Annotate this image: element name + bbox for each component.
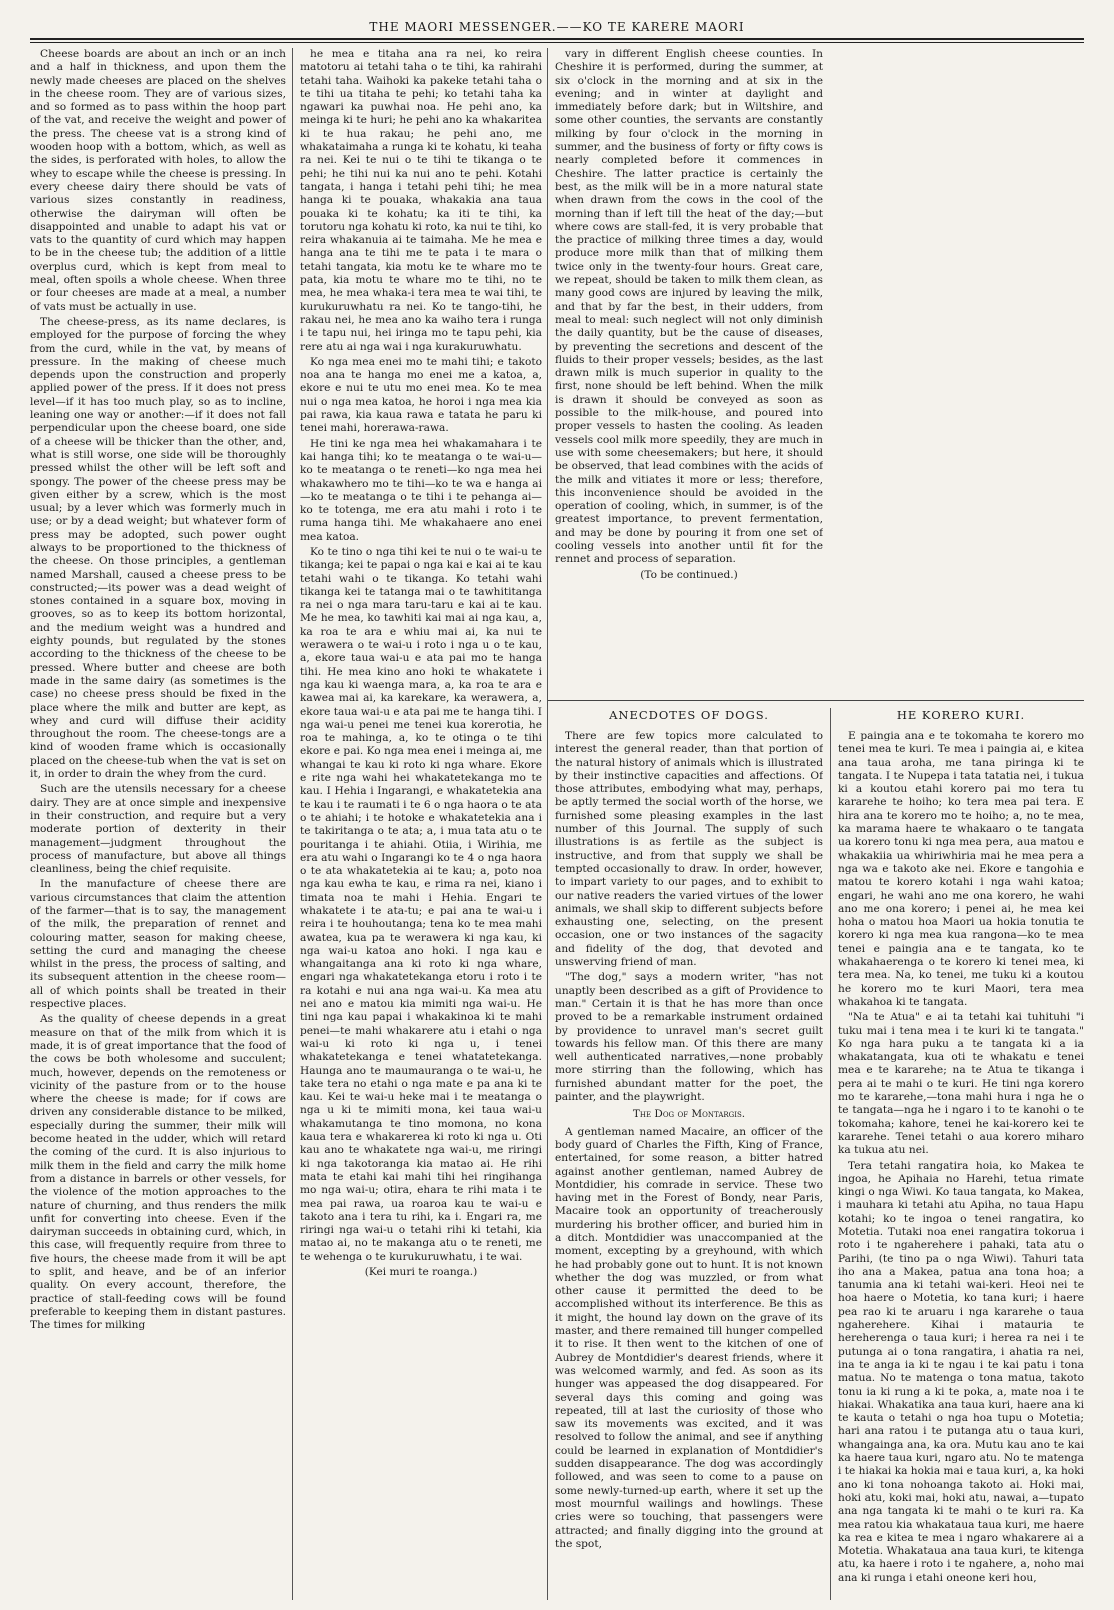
paragraph: In the manufacture of cheese there are various circumstances that claim the attention of the farmer—that is to say, the management of the milk, the preparation of rennet and colouring matter, season for making cheese, setting the curd and managing the cheese whilst in the press, the process of salting, and its subsequent attention in the cheese room—all of which points shall be treated in their respective places. [30,878,286,1011]
paragraph: A gentleman named Macaire, an officer of the body guard of Charles the Fifth, King of France, entertained, for some reason, a bitter hatred against another gentleman, named Aubrey de Montdidier, his comrade in service. These two having met in the Forest of Bondy, near Paris, Macaire took an opportunity of treacherously murdering his brother officer, and buried him in a ditch. Montdidier was unaccompanied at the moment, excepting by a greyhound, with which he had probably gone out to hunt. It is not known whether the dog was muzzled, or from what other cause it permitted the deed to be accomplished without its interference. Be this as it might, the hound lay down on the grave of its master, and there remained till hunger compelled it to rise. It then went to the kitchen of one of Aubrey de Montdidier's dearest friends, where it was welcomed warmly, and fed. As soon as its hunger was appeased the dog disappeared. For several days this coming and going was repeated, till at last the curiosity of those who saw its movements was excited, and it was resolved to follow the animal, and see if anything could be learned in explanation of Montdidier's sudden disappearance. The dog was accordingly followed, and was seen to come to a pause on some newly-turned-up earth, where it set up the most mournful wailings and howlings. These cries were so touching, that passengers were attracted; and finally digging into the ground at the spot, [555,1125,823,1550]
paragraph: There are few topics more calculated to interest the general reader, than that portion of the natural history of animals which is illustrated by their instinctive capacities and affections. Of those attributes, embodying what may, perhaps, be aptly termed the social worth of the horse, we furnished some pleasing examples in the last number of this Journal. The supply of such illustrations is as fertile as the subject is instructive, and from that supply we shall be tempted occasionally to draw. In order, however, to impart variety to our pages, and to exhibit to our native readers the varied virtues of the lower animals, we shall skip to different subjects before exhausting one, selecting, on the present occasion, one or two instances of the sagacity and fidelity of the dog, that devoted and unswerving friend of man. [555,730,823,969]
column-divider [547,48,548,1600]
top-rule-thin [30,42,1084,43]
column-2 [300,48,542,1600]
kuri-title: HE KORERO KURI. [896,708,1026,722]
column-divider [292,48,293,1600]
paragraph: Cheese boards are about an inch or an inch and a half in thickness, and upon them the newly made cheeses are placed on the shelves in the cheese room. They are of various sizes, and so formed as to pass within the hoop part of the vat, and receive the weight and power of the press. The cheese vat is a strong kind of wooden hoop with a bottom, which, as well as the sides, is perforated with holes, to allow the whey to escape while the cheese is pressing. In every cheese dairy there should be vats of various sizes constantly in readiness, otherwise the dairyman will often be disappointed and unable to adapt his vat or vats to the quantity of curd which may happen to be in the cheese tub; the addition of a little overplus curd, which is kept from meal to meal, often spoils a whole cheese. When three or four cheeses are made at a meal, a number of vats must be actually in use. [30,48,286,313]
paragraph: Ko nga mea enei mo te mahi tihi; e takoto noa ana te hanga mo enei me a katoa, a, ekore e nui te utu mo enei mea. Ko te mea nui o nga mea katoa, he horoi i nga mea kia pai rawa, kia kaua rawa e tatata he paru ki tenei mahi, horerawa-rawa. [300,355,542,435]
paragraph: He tini ke nga mea hei whakamahara i te kai hanga tihi; ko te meatanga o te wai-u—ko te meatanga o te reneti—ko nga mea hei whakawhero mo te tihi—ko te wa e hanga ai—ko te meatanga o te tihi i te pehanga ai—ko te totenga, me era atu mahi i roto i te ruma hanga tihi. Me whakahaere ano enei mea katoa. [300,437,542,543]
paragraph: "Na te Atua" e ai ta tetahi kai tuhituhi "i tuku mai i tena mea i te kuri ki te tangata." Ko nga hara puku a te tangata ki a ia whakatangata, kua oti te whakatu e tenei mea e te kararehe; na te Atua te tikanga i pera ai te mahi o te kuri. He tini nga korero mo te kararehe,—tona mahi hura i nga he o te tangata—nga he i ngaro i to te kanohi o te tokomaha; kahore, tenei he kai-korero kei te kararehe. Tenei tetahi o aua korero miharo ka tukua atu nei. [838,1011,1084,1157]
continued-note: (To be continued.) [640,568,738,581]
continued-note: (Kei muri te roanga.) [364,1266,478,1279]
paragraph: Such are the utensils necessary for a cheese dairy. They are at once simple and inexpensive in their construction, and require but a very moderate portion of dexterity in their management—judgment throughout the process of manufacture, but above all things cleanliness, being the chief requisite. [30,783,286,876]
top-rule [30,38,1084,40]
paragraph: "The dog," says a modern writer, "has not unaptly been described as a gift of Providence to man." Certain it is that he has more than once proved to be a remarkable instrument ordained by providence to unravel man's secret guilt towards his fellow man. Of this there are many well authenticated narratives,—none probably more stirring than the following, which has furnished abundant matter for the poet, the painter, and the playwright. [555,971,823,1104]
subheading: The Dog of Montargis. [632,1108,746,1121]
paragraph: As the quality of cheese depends in a great measure on that of the milk from which it is made, it is of great importance that the food of the cows be both wholesome and succulent; much, however, depends on the remoteness or vicinity of the pasture from or to the house where the cheese is made; for if cows are driven any considerable distance to be milked, especially during the summer, their milk will become heated in the udder, which will retard the coming of the curd. It is also injurious to milk them in the field and carry the milk home from a distance in barrels or other vessels, for the violence of the motion approaches to the nature of churning, and thus renders the milk unfit for converting into cheese. Even if the dairyman succeeds in obtaining curd, which, in this case, will frequently require from three to five hours, the cheese made from it will be apt to split, and heave, and be of an inferior quality. On every account, therefore, the practice of stall-feeding cows will be found preferable to keeping them in distant pastures. The times for milking [30,1013,286,1332]
dogs-title: ANECDOTES OF DOGS. [609,708,769,722]
paragraph: The cheese-press, as its name declares, is employed for the purpose of forcing the whey from the curd, while in the vat, by means of pressure. In the making of cheese much depends upon the construction and properly applied power of the press. If it does not press level—if it has too much play, so as to incline, leaning one way or another:—if it does not fall perpendicular upon the cheese board, one side of a cheese will be thicker than the other, and, what is still worse, one side will be thoroughly pressed whilst the other will be left soft and spongy. The power of the cheese press may be given either by a screw, which is the most usual; by a lever which was formerly much in use; or by a dead weight; but whatever form of press may be adopted, such power ought always to be proportioned to the thickness of the cheese. On those principles, a gentleman named Marshall, caused a cheese press to be constructed;—its power was a dead weight of stones contained in a square box, moving in grooves, so as to keep its bottom horizontal, and the medium weight was a hundred and eighty pounds, but regulated by the stones according to the thickness of the cheese to be pressed. Where butter and cheese are both made in the same dairy (as sometimes is the case) no cheese press should be fixed in the place where the milk and butter are kept, as whey and curd will diffuse their acidity throughout the room. The cheese-tongs are a kind of wooden frame which is occasionally placed on the cheese-tub when the vat is set on it, in order to drain the whey from the curd. [30,315,286,781]
column-divider [830,708,831,1600]
kuri-column [838,730,1084,1600]
column-1 [30,48,286,1600]
dogs-column [555,730,823,1600]
paragraph: Tera tetahi rangatira hoia, ko Makea te ingoa, he Apihaia no Harehi, tetua rimate kingi o nga Wiwi. Ko taua tangata, ko Makea, i mauhara ki tetahi atu Apiha, no taua Hapu kotahi; ko te ingoa o tenei rangatira, ko Motetia. Tutaki noa enei rangatira tokorua i roto i te ngaherehere i pahaki, tata atu o Parihi, (te tino pa o nga Wiwi). Tahuri tata iho ana a Makea, patua ana tona hoa; a tanumia ana ki tetahi wai-keri. Heoi nei te hoa haere o Motetia, ko tana kuri; i haere pea rao ki te aruaru i nga kararehe o taua ngaherehere. Kihai i matauria te hereherenga o taua kuri; i herea ra nei i te putunga ai o tona rangatira, i ahatia ra nei, ina te anga ia ki te ngau i te kai patu i tona matua. No te matenga o tona matua, takoto tonu ia ki rung a ki te poka, a, mate noa i te hiakai. Whakatika ana taua kuri, haere ana ki te kauta o tetahi o nga hoa tupu o Motetia; hari ana ratou i te putanga atu o taua kuri, whangainga ana, ka ora. Mutu kau ano te kai ka haere taua kuri, ngaro atu. No te matenga i te hiakai ka hokia mai e taua kuri, a, ka hoki ano ki tona nohoanga takoto ai. Hoki mai, hoki atu, koki mai, hoki atu, nawai, a—tupato ana nga tangata ki te mahi o te kuri ra. Ka mea ratou kia whakataua taua kuri, me haere ka rea e kitea te mea i ngaro whakarere ai a Motetia. Whakataua ana taua kuri, te kitenga atu, ka haere i roto i te ngahere, a, noho mai ana ki runga i etahi oneone keri hou, [838,1159,1084,1584]
section-rule [548,700,1084,701]
paragraph: he mea e titaha ana ra nei, ko reira matotoru ai tetahi taha o te tihi, ka rahirahi tetahi taha. Waihoki ka pakeke tetahi taha o te tihi ua titaha te pehi; ko tetahi taha ka ngawari ka puwhai noa. He pehi ano, ka meinga ki te huri; he pehi ano ka whakaritea ki te hua rakau; he pehi ano, me whakataimaha a runga ki te kohatu, ki teaha ra nei. Kei te nui o te tihi te tikanga o te pehi; he tihi nui ka nui ano te pehi. Kotahi tangata, i hanga i tetahi pehi tihi; he mea hanga ki te pouaka, whakakia ana taua pouaka ki te kohatu; ka iti te tihi, ka torutoru nga kohatu ki roto, ka nui te tihi, ko reira whakanuia ai te taimaha. Me he mea e hanga ana te tihi me te pata i te mara o tetahi tangata, kia motu ke te whare mo te pata, kia motu te whare mo te tihi, no te mea, he mea whaka-i tera mea te wai tihi, te kurukuruwhatu ra nei. Ko te tango-tihi, he rakau nei, he mea ano ka waiho tera i runga i te tapu nui, hei iringa mo te tapu pehi, kia rere atu ai nga wai i nga kurakuruwhatu. [300,48,542,353]
paragraph: E paingia ana e te tokomaha te korero mo tenei mea te kuri. Te mea i paingia ai, e kitea ana taua aroha, me tana piringa ki te tangata. I te Nupepa i tata tatatia nei, i tukua ki a koutou etahi korero pai mo tera tu kararehe te hoiho; ko tera mea pai tera. E hira ana te korero mo te hoiho; a, no te mea, ka marama haere te whakaaro o te tangata ua korero tonu ki nga mea pera, aua matou e whakakiia ua whiriwhiria mai he mea pera a nga wa e takoto ake nei. Ekore e tangohia e matou te korero kotahi i nga wahi katoa; engari, he wahi ano me ona korero, he wahi ano me ona korero; i penei ai, he mea kei hoha o matou hoa Maori ua hokia tonutia te korero ki nga mea kua rangona—ko te mea tenei e paingia ana e te tangata, ko te whakahaerenga o te korero ki tenei mea, ki tera mea. Na, ko tenei, me tuku ki a koutou he korero mo te kuri Maori, tera mea whakahoa ki te tangata. [838,730,1084,1008]
paragraph: Ko te tino o nga tihi kei te nui o te wai-u te tikanga; kei te papai o nga kai e kai ai te kau tetahi wahi o te tikanga. Ko tetahi wahi tikanga kei te tatanga mai o te tawhititanga ra nei o nga mara taru-taru e kai ai te kau. Me he mea, ko tawhiti kai mai ai nga kau, a, ka roa te ara e whiu mai ai, ka nui te werawera o te wai-u i roto i nga u o te kau, a, ekore taua wai-u e ata pai mo te hanga tihi. He mea kino ano hoki te whakatete i nga kau ki waenga mara, a, ka roa te ara e kawea mai ai, ka karekare, ka werawera, a, ekore taua wai-u e ata pai me te hanga tihi. I nga wai-u penei me tenei kua korerotia, he roa te mahinga, a, ko te otinga o te tihi ekore e pai. Ko nga mea enei i meinga ai, me whangai te kau ki roto ki nga whare. Ekore e rite nga wahi hei whakatetekanga mo te kau. I Hehia i Ingarangi, e whakatetekia ana te kau i te raumati i te 6 o nga haora o te ata o te ahiahi; i te hotoke e whakatetekia ana i te takiritanga o te ata; a, i mua tata atu o te pouritanga i te ahiahi. Otiia, i Wirihia, me era atu wahi o Ingarangi ko te 4 o nga haora o te ata whakatetekia ai te kau; a, poto noa nga kau ewha te kau, e rima ra nei, kiano i timata noa te mahi i Hehia. Engari te whakatete i te ata-tu; e pai ana te wai-u i reira i te houhoutanga; tena ko te mea mahi awatea, kua pa te werawera ki nga kau, ki nga wai-u katoa ano hoki. I nga kau e whangaitanga ana ki roto ki nga whare, engari nga whakatetekanga etoru i roto i te ra kotahi e nui ana nga wai-u. Ka mea atu nei ano e matou kia mimiti nga wai-u. He tini nga kau papai i whakakinoa ki te mahi penei—te mahi whakarere atu i etahi o nga wai-u ki roto ki nga u, i tenei whakatetekanga e tenei whatatetekanga. Haunga ano te maumauranga o te wai-u, he take tera no etahi o nga mate e pa ana ki te kau. Kei te wai-u heke mai i te meatanga o nga u ki te mimiti mona, kei taua wai-u whakamutanga te tino momona, no kona kaua tera e whakarerea ki roto ki nga u. Oti kau ano te whakatete nga wai-u, me riringi ki nga takotoranga kia matao ai. He rihi mata te etahi kai mahi tihi hei ringihanga mo nga wai-u; otira, ehara te rihi mata i te mea pai rawa, ua roaroa kau te wai-u e takoto ana i tera tu rihi, ka i. Engari ra, me riringi nga wai-u o tetahi rihi ki tetahi, kia matao ai, no te makanga atu o te reneti, me te wehenga o te kurukuruwhatu, i te wai. [300,545,542,1263]
paragraph: vary in different English cheese counties. In Cheshire it is performed, during the summer, at six o'clock in the morning and at six in the evening; and in winter at daylight and immediately before dark; but in Wiltshire, and some other counties, the servants are constantly milking by four o'clock in the morning in summer, and the business of forty or fifty cows is nearly completed before it commences in Cheshire. The latter practice is certainly the best, as the milk will be in a more natural state when drawn from the cows in the cool of the morning than if left till the heat of the day;—but where cows are stall-fed, it is very probable that the practice of milking three times a day, would produce more milk than that of milking them twice only in the twenty-four hours. Great care, we repeat, should be taken to milk them clean, as many good cows are injured by leaving the milk, and that by far the best, in their udders, from meal to meal: such neglect will not only diminish the daily quantity, but be the cause of diseases, by preventing the secretions and descent of the fluids to their proper vessels; besides, as the last drawn milk is much superior in quality to the first, none should be left behind. When the milk is drawn it should be conveyed as soon as possible to the milk-house, and poured into proper vessels to hasten the cooling. As leaden vessels cool milk more speedily, they are much in use with some cheesemakers; but here, it should be observed, that lead combines with the acids of the milk and vitiates it more or less; therefore, this inconvenience should be avoided in the operation of cooling, which, in summer, is of the greatest importance, to prevent fermentation, and may be done by pouring it from one set of cooling vessels into another until fit for the rennet and process of separation. [555,48,823,566]
column-3-top [555,48,823,688]
masthead: THE MAORI MESSENGER.——KO TE KARERE MAORI [369,20,745,34]
